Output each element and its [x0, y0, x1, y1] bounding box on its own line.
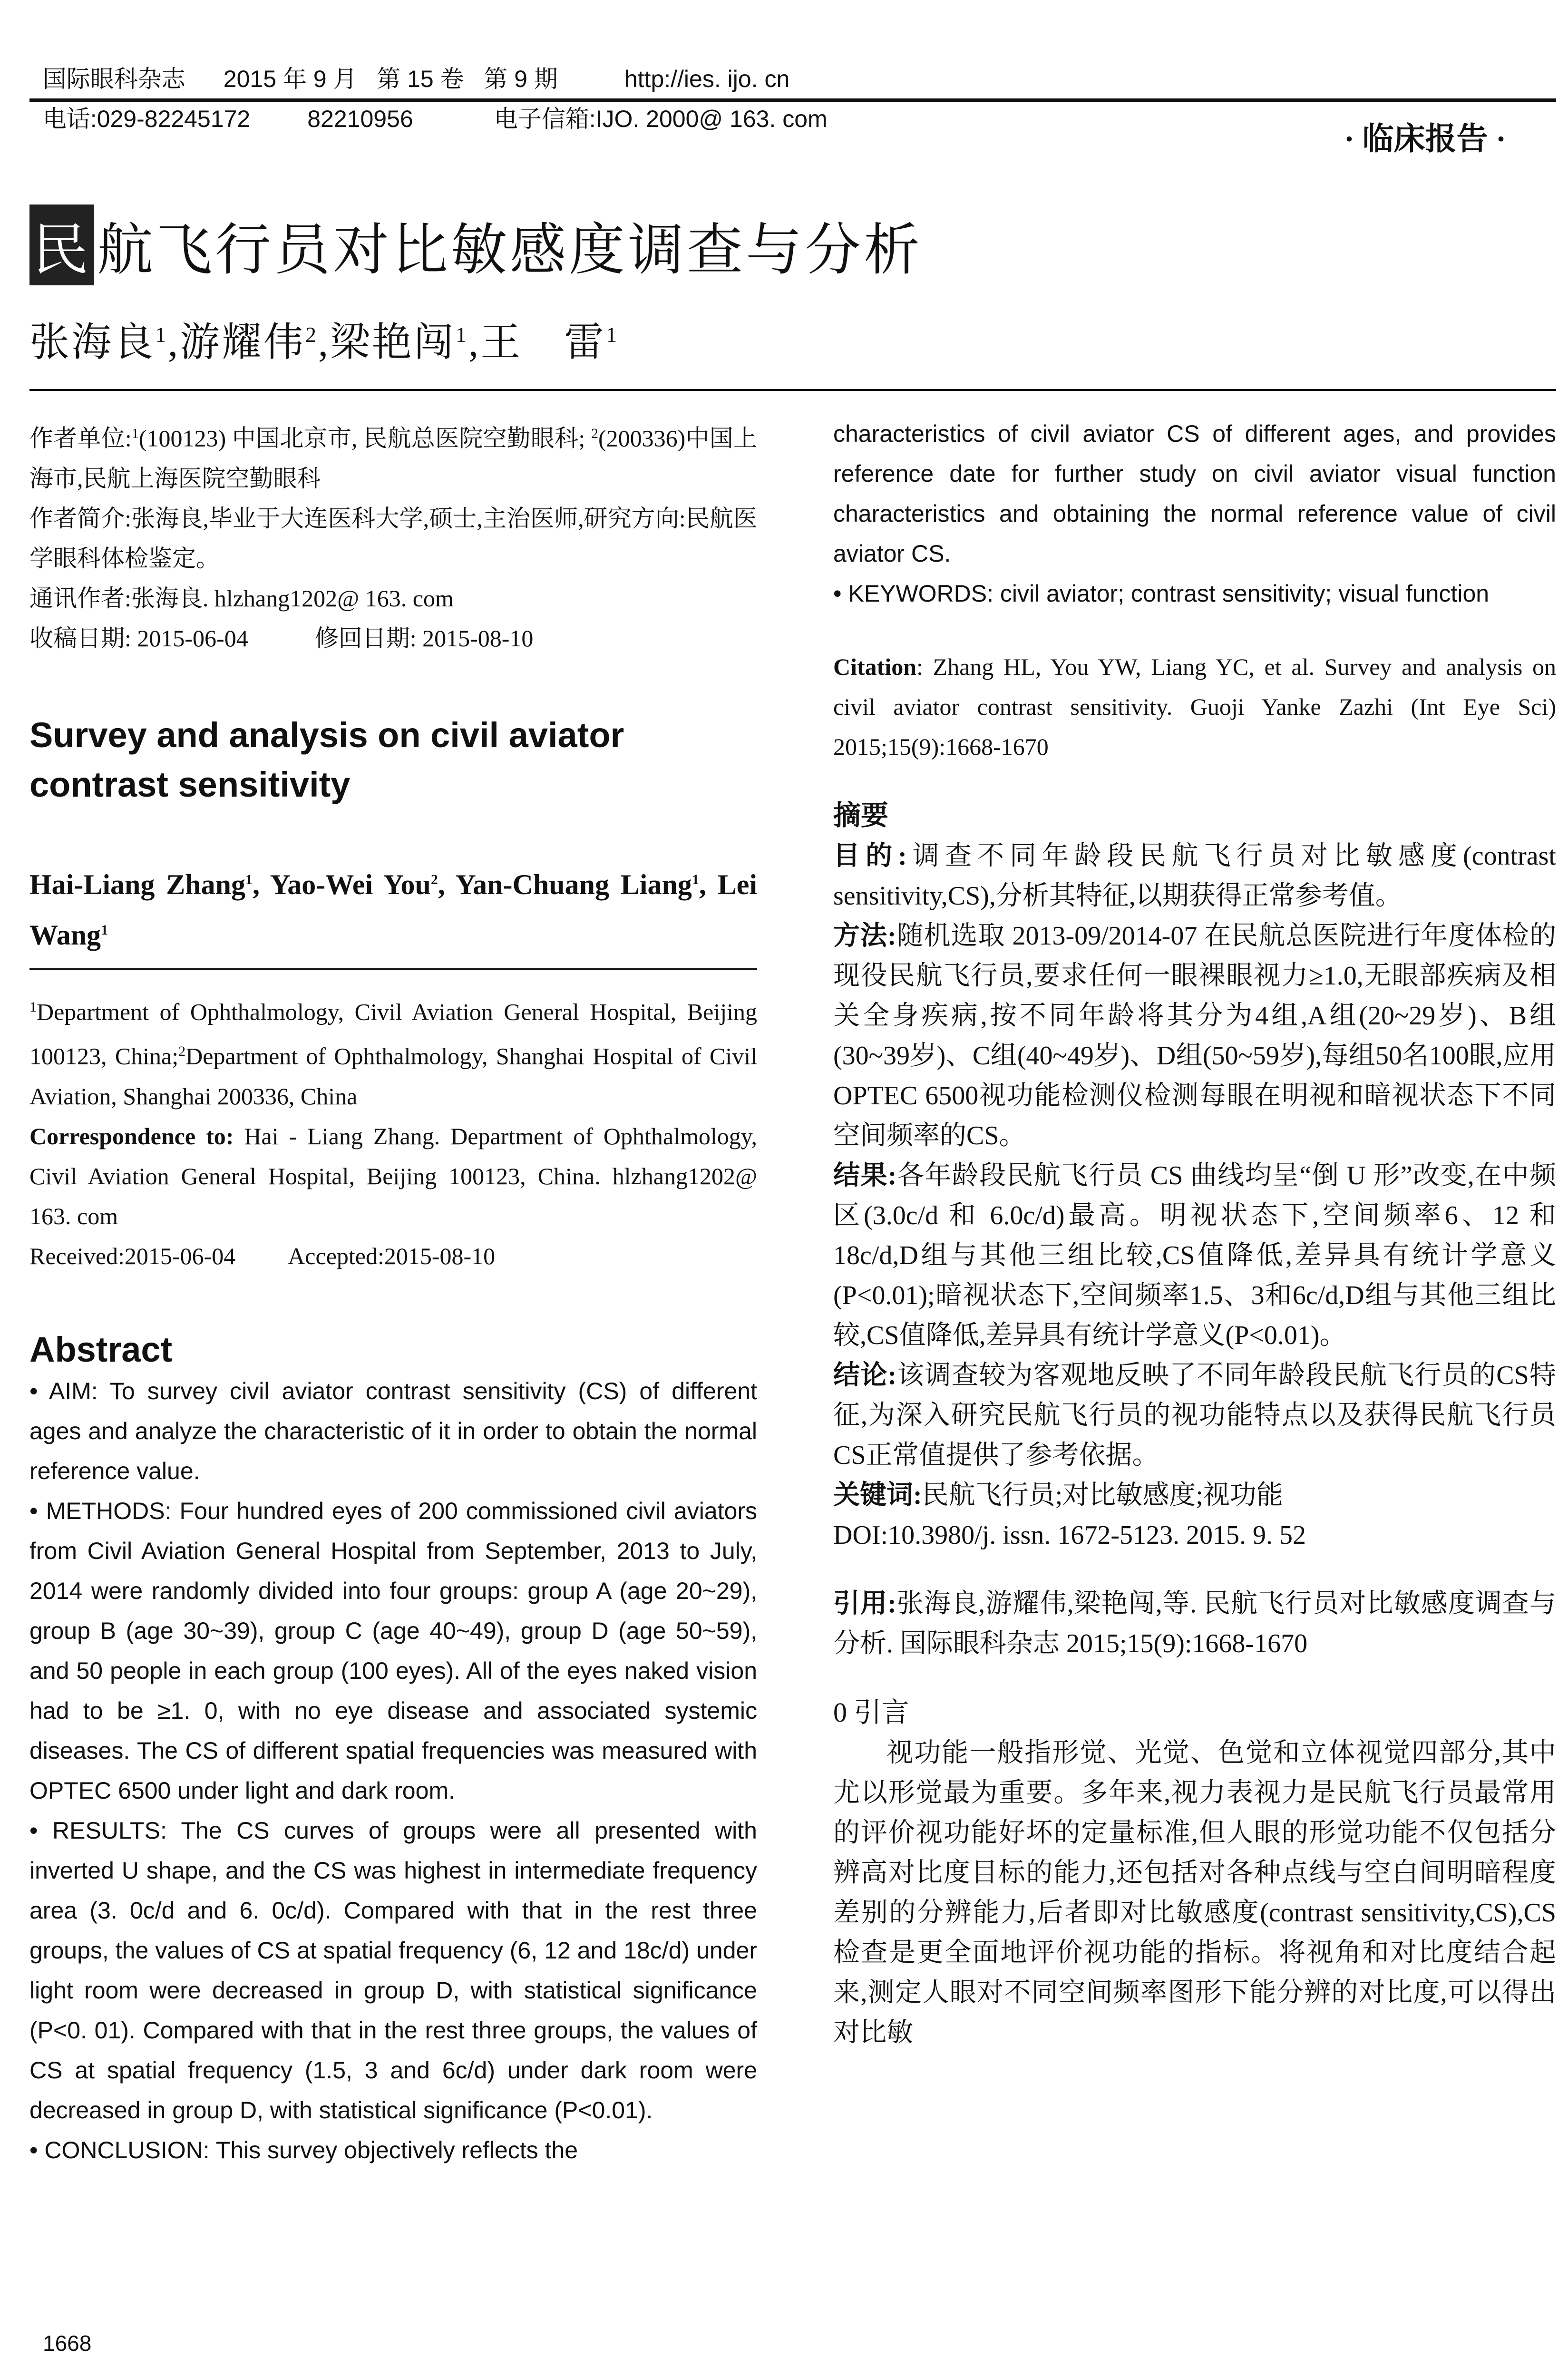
left-column — [29, 414, 757, 2170]
zhaiyao-jieguo: 结果:各年龄段民航飞行员 CS 曲线均呈“倒 U 形”改变,在中频区(3.0c/d 和 6.0c/d)最高。明视状态下,空间频率6、12 和 18c/d,D组与其他三组比较,CS值降低,差异具有统计学意义(P<0.01);暗视状态下,空间频率1.5、3和6c/d,D组与其他三组比较,CS值降低,差异具有统计学意义(P<0.01)。 — [833, 1161, 1556, 1350]
abstract-heading: Abstract — [29, 1329, 173, 1369]
authors-cn: 张海良$^1$,游耀伟$^2$,梁艳闯$^1$,王 雷$^1$ — [29, 321, 619, 365]
title-divider — [29, 389, 1556, 391]
email: 电子信箱:IJO. 2000@ 163. com — [494, 106, 828, 132]
header-divider — [29, 98, 1556, 102]
author-bio: 作者简介:张海良,毕业于大连医科大学,硕士,主治医师,研究方向:民航医学眼科体检鉴定。 — [29, 505, 757, 572]
author-name: 王 雷 — [480, 321, 606, 365]
affiliation-cn: 作者单位:$^1$(100123) 中国北京市, 民航总医院空勤眼科; $^2$(200336)中国上海市,民航上海医院空勤眼科 — [29, 425, 757, 492]
citation-en: Citation: Zhang HL, You YW, Liang YC, et al. Survey and analysis on civil aviator contrast sensitivity. Guoji Yanke Zazhi (Int Eye Sci) 2015;15(9):1668-1670 — [833, 653, 1556, 760]
english-title: Survey and analysis on civil aviator contrast sensitivity — [29, 715, 624, 804]
correspondence-cn: 通讯作者:张海良. hlzhang1202@ 163. com — [29, 585, 454, 612]
issue-info: 2015 年 9 月 第 15 卷 第 9 期 — [223, 66, 558, 92]
phone-2: 82210956 — [307, 106, 413, 132]
section-tag: · 临床报告 · — [1344, 122, 1506, 156]
title-text: 航飞行员对比敏感度调查与分析 — [97, 219, 923, 282]
zhaiyao-jielun: 结论:该调查较为客观地反映了不同年龄段民航飞行员的CS特征,为深入研究民航飞行员的视功能特点以及获得民航飞行员CS正常值提供了参考依据。 — [833, 1361, 1557, 1470]
abstract-methods: • METHODS: Four hundred eyes of 200 commissioned civil aviators from Civil Aviation General Hospital from September, 2013 to July, 2014 were randomly divided into four groups: group A (age 20~29), group B (age 30~39), group C (age 40~49), group D (age 50~59), and 50 people in each group (100 eyes). All of the eyes naked vision had to be ≥1. 0, with no eye disease and associated systemic diseases. The CS of different spatial frequencies was measured with OPTEC 6500 under light and dark room. — [29, 1497, 757, 1804]
phone: 电话:029-82245172 — [42, 106, 251, 132]
zhaiyao-keywords: 关键词:民航飞行员;对比敏感度;视功能 — [833, 1481, 1283, 1510]
abstract-results: • RESULTS: The CS curves of groups were all presented with inverted U shape, and the CS was highest in intermediate frequency area (3. 0c/d and 6. 0c/d). Compared with that in the rest three groups, the values of CS at spatial frequency (6, 12 and 18c/d) under light room were decreased in group D, with statistical significance (P<0. 01). Compared with that in the rest three groups, the values of CS at spatial frequency (1.5, 3 and 6c/d) under dark room were decreased in group D, with statistical significance (P<0.01). — [29, 1817, 757, 2124]
page-number: 1668 — [43, 2331, 92, 2356]
author-name: 张海良 — [29, 321, 156, 365]
title-drop-cap: 民 — [29, 205, 94, 285]
abstract-keywords: • KEYWORDS: civil aviator; contrast sensitivity; visual function — [833, 580, 1490, 607]
en-authors-divider — [29, 968, 757, 970]
article-title — [29, 205, 923, 285]
author-name: 游耀伟 — [180, 321, 306, 365]
yinyong: 引用:张海良,游耀伟,梁艳闯,等. 民航飞行员对比敏感度调查与分析. 国际眼科杂志 2015;15(9):1668-1670 — [833, 1589, 1556, 1658]
zhaiyao-heading: 摘要 — [833, 800, 889, 831]
abstract-conclusion-cont: characteristics of civil aviator CS of different ages, and provides reference date for further study on civil aviator visual function characteristics and obtaining the normal reference value of civil aviator CS. — [833, 420, 1556, 567]
abstract-aim: • AIM: To survey civil aviator contrast sensitivity (CS) of different ages and analyze the characteristic of it in order to obtain the normal reference value. — [29, 1377, 757, 1484]
dates-en: Received:2015-06-04 Accepted:2015-08-10 — [29, 1242, 496, 1269]
dates-cn: 收稿日期: 2015-06-04 修回日期: 2015-08-10 — [29, 624, 534, 652]
zhaiyao-mudi: 目的:调查不同年龄段民航飞行员对比敏感度(contrast sensitivity,CS),分析其特征,以期获得正常参考值。 — [833, 841, 1556, 911]
correspondence-en: Correspondence to: Hai - Liang Zhang. Department of Ophthalmology, Civil Aviation General Hospital, Beijing 100123, China. hlzhang1202@ 163. com — [29, 1122, 758, 1229]
abstract-conclusion-start: • CONCLUSION: This survey objectively reflects the — [29, 2136, 578, 2163]
authors-en: Hai-Liang Zhang$^1$, Yao-Wei You$^2$, Yan-Chuang Liang$^1$, Lei Wang$^1$ — [29, 868, 758, 951]
right-column — [833, 414, 1556, 2053]
intro-heading: 0 引言 — [833, 1697, 909, 1728]
zhaiyao-fangfa: 方法:随机选取 2013-09/2014-07 在民航总医院进行年度体检的现役民航飞行员,要求任何一眼裸眼视力≥1.0,无眼部疾病及相关全身疾病,按不同年龄将其分为4组,A组(20~29岁)、B组(30~39岁)、C组(40~49岁)、D组(50~59岁),每组50名100眼,应用OPTEC 6500视功能检测仪检测每眼在明视和暗视状态下不同空间频率的CS。 — [833, 921, 1556, 1150]
journal-name: 国际眼科杂志 — [42, 66, 185, 92]
affiliation-en: $^1$Department of Ophthalmology, Civil Aviation General Hospital, Beijing 100123, China;$^2$Department of Ophthalmology, Shanghai Hospital of Civil Aviation, Shanghai 200336, China — [29, 998, 757, 1110]
journal-url[interactable]: http://ies. ijo. cn — [624, 66, 790, 92]
doi[interactable]: DOI:10.3980/j. issn. 1672-5123. 2015. 9. 52 — [833, 1520, 1306, 1550]
author-name: 梁艳闯 — [330, 321, 456, 365]
intro-paragraph: 视功能一般指形觉、光觉、色觉和立体视觉四部分,其中尤以形觉最为重要。多年来,视力表视力是民航飞行员最常用的评价视功能好坏的定量标准,但人眼的形觉功能不仅包括分辨高对比度目标的能力,还包括对各种点线与空白间明暗程度差别的分辨能力,后者即对比敏感度(contrast sensitivity,CS),CS检查是更全面地评价视功能的指标。将视角和对比度结合起来,测定人眼对不同空间频率图形下能分辨的对比度,可以得出对比敏 — [833, 1738, 1557, 2047]
